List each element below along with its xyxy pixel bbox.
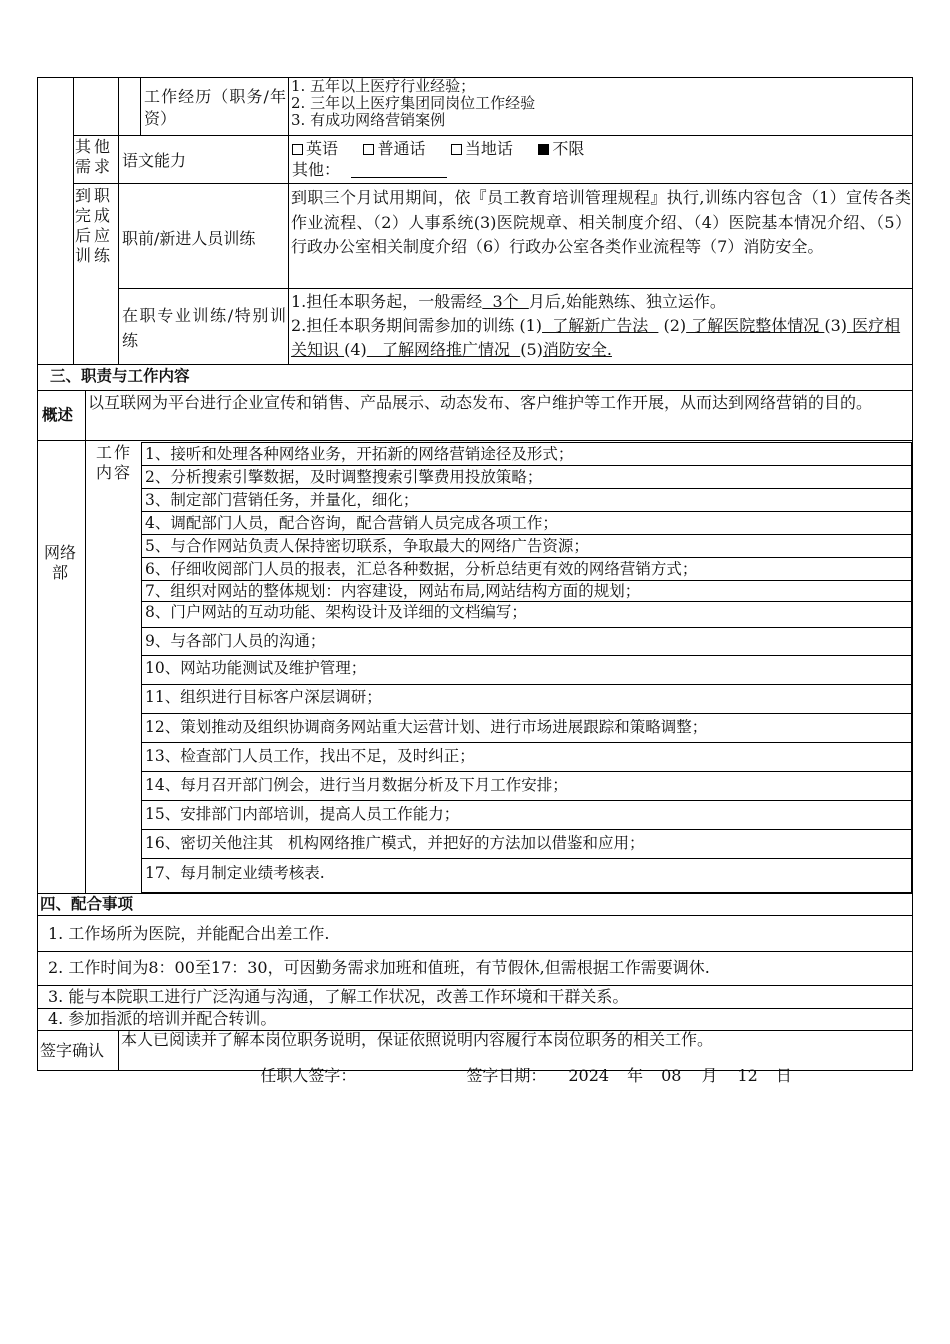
sign-day: 12 xyxy=(737,1066,758,1085)
work-item: 16、密切关他注其 机构网络推广模式，并把好的方法加以借鉴和应用； xyxy=(141,829,912,859)
training-group-label xyxy=(75,186,117,286)
day-unit: 日 xyxy=(775,1066,792,1085)
onjob-t3-pre: (3) xyxy=(824,316,847,335)
dept-label xyxy=(40,543,82,583)
experience-item: 1. 五年以上医疗行业经验； xyxy=(291,78,476,95)
onjob-t2-pre: (2) xyxy=(658,316,687,335)
onjob-t4-pre: (4) xyxy=(344,340,367,359)
overview-label: 概述 xyxy=(42,406,74,424)
work-item: 1、接听和处理各种网络业务，开拓新的网络营销途径及形式； xyxy=(141,442,912,466)
onjob-line1-pre: 1.担任本职务起，一般需经 xyxy=(291,292,483,311)
signer-label: 任职人签字： xyxy=(260,1066,357,1085)
work-content-text: 工作内容 xyxy=(95,443,132,482)
work-content-label xyxy=(92,443,136,483)
checkbox-local-dialect[interactable]: 当地话 xyxy=(451,139,513,158)
work-item: 4、调配部门人员，配合咨询，配合营销人员完成各项工作； xyxy=(141,511,912,535)
language-options xyxy=(292,138,910,182)
cooperation-item: 1. 工作场所为医院，并能配合出差工作. xyxy=(48,924,330,943)
work-item: 17、每月制定业绩考核表. xyxy=(141,858,912,893)
checkbox-mandarin[interactable]: 普通话 xyxy=(363,139,425,158)
section4-title: 四、配合事项 xyxy=(40,895,134,913)
work-item: 7、组织对网站的整体规划：内容建设，网站布局,网站结构方面的规划； xyxy=(141,580,912,602)
onjob-line1-post: 月后,始能熟练、独立运作。 xyxy=(528,292,726,311)
work-item: 6、仔细收阅部门人员的报表，汇总各种数据，分析总结更有效的网络营销方式； xyxy=(141,557,912,581)
dept-label-text: 网络部 xyxy=(43,543,76,582)
experience-item: 2. 三年以上医疗集团同岗位工作经验 xyxy=(291,94,536,112)
month-unit: 月 xyxy=(701,1066,718,1085)
work-item: 13、检查部门人员工作，找出不足，及时纠正； xyxy=(141,742,912,772)
onjob-training-5: 消防安全. xyxy=(542,340,612,359)
experience-item: 3. 有成功网络营销案例 xyxy=(291,111,446,129)
cooperation-item: 4. 参加指派的培训并配合转训。 xyxy=(48,1009,277,1028)
checkbox-unlimited[interactable]: 不限 xyxy=(538,139,584,158)
year-unit: 年 xyxy=(627,1066,644,1085)
onjob-t5-pre: (5) xyxy=(520,340,543,359)
work-item: 8、门户网站的互动功能、架构设计及详细的文档编写； xyxy=(141,601,912,628)
sign-date-label: 签字日期： xyxy=(466,1066,547,1085)
onjob-line2-pre: 2.担任本职务期间需参加的训练 (1) xyxy=(291,316,543,335)
signature-label: 签字确认 xyxy=(40,1041,105,1060)
onjob-training-3: 医疗相关知识 xyxy=(291,316,901,359)
section3-title: 三、职责与工作内容 xyxy=(50,367,190,385)
pre-job-training-text: 到职三个月试用期间，依『员工教育培训管理规程』执行,训练内容包含（1）宣传各类作业流程、（2）人事系统(3)医院规章、相关制度介绍、（4）医院基本情况介绍、（5）行政办公室相关制度介绍（6）行政办公室各类作业流程等（7）消防安全。 xyxy=(291,188,911,256)
experience-list xyxy=(291,78,911,135)
sign-year: 2024 xyxy=(568,1066,610,1085)
work-item: 3、制定部门营销任务，并量化，细化； xyxy=(141,488,912,512)
work-item: 2、分析搜索引擎数据，及时调整搜索引擎费用投放策略； xyxy=(141,465,912,489)
sign-month: 08 xyxy=(661,1066,682,1085)
work-item: 14、每月召开部门例会，进行当月数据分析及下月工作安排； xyxy=(141,771,912,801)
other-language-label: 其他： xyxy=(292,160,341,179)
overview-text: 以互联网为平台进行企业宣传和销售、产品展示、动态发布、客户维护等工作开展，从而达到网络营销的目的。 xyxy=(88,393,873,412)
on-job-training-text xyxy=(291,290,911,362)
on-job-training-label: 在职专业训练/特别训练 xyxy=(122,306,286,350)
experience-label: 工作经历（职务/年资） xyxy=(144,87,286,128)
cooperation-item: 3. 能与本院职工进行广泛沟通与沟通，了解工作状况，改善工作环境和干群关系。 xyxy=(48,987,629,1006)
work-item: 5、与合作网站负责人保持密切联系，争取最大的网络广告资源； xyxy=(141,534,912,558)
cooperation-item: 2. 工作时间为8：00至17：30，可因勤务需求加班和值班，有节假休,但需根据工作需要调休. xyxy=(48,958,710,977)
signature-statement: 本人已阅读并了解本岗位职务说明，保证依照说明内容履行本岗位职务的相关工作。 xyxy=(121,1031,714,1049)
onjob-training-4: 了解网络推广情况 xyxy=(366,340,521,359)
language-label: 语文能力 xyxy=(122,151,187,170)
pre-job-training-label: 职前/新进人员训练 xyxy=(122,229,256,248)
work-item: 10、网站功能测试及维护管理； xyxy=(141,655,912,685)
work-item: 12、策划推动及组织协调商务网站重大运营计划、进行市场进展跟踪和策略调整； xyxy=(141,713,912,743)
work-item: 9、与各部门人员的沟通； xyxy=(141,627,912,656)
onjob-training-1: 了解新广告法 xyxy=(542,316,659,335)
other-needs-group-label xyxy=(75,137,117,181)
other-language-field[interactable] xyxy=(351,161,447,178)
work-item: 11、组织进行目标客户深层调研； xyxy=(141,684,912,714)
signature-line xyxy=(240,1049,792,1103)
checkbox-english[interactable]: 英语 xyxy=(292,139,338,158)
work-item: 15、安排部门内部培训，提高人员工作能力； xyxy=(141,800,912,830)
onjob-months: 3个 xyxy=(482,292,529,311)
training-group-text: 到职完成后应训练 xyxy=(75,186,114,265)
onjob-training-2: 了解医院整体情况 xyxy=(686,316,825,335)
other-needs-text: 其他需求 xyxy=(75,137,114,176)
left-thick-line xyxy=(37,77,73,78)
